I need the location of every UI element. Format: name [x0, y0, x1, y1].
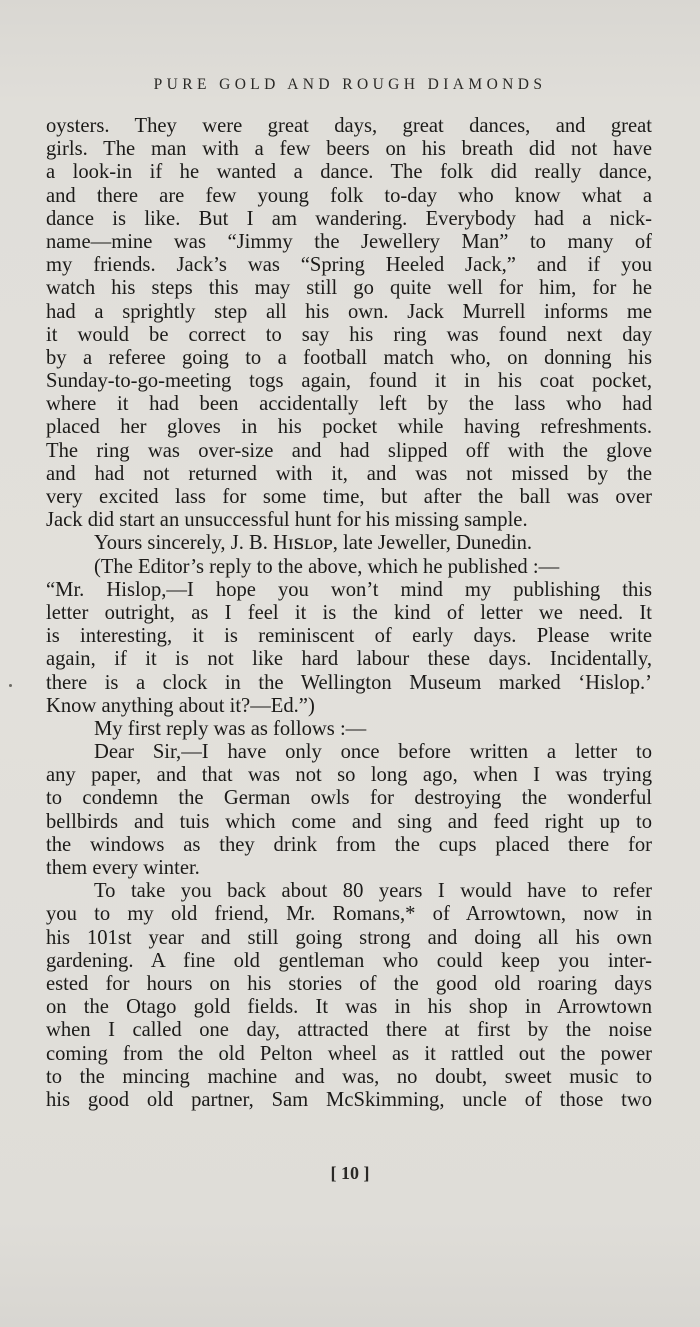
text-line: there is a clock in the Wellington Museum marked ‘Hislop.’ [46, 671, 652, 694]
text-line: My first reply was as follows :— [94, 717, 367, 740]
text-line: by a referee going to a football match who, on donning his [46, 346, 652, 369]
text-line: a look-in if he wanted a dance. The folk did really dance, [46, 161, 652, 184]
text-line: my friends. Jack’s was “Spring Heeled Jack,” and if you [46, 254, 652, 277]
text-line: them every winter. [46, 857, 200, 879]
page-number: [ 10 ] [330, 1163, 370, 1183]
text-line: it would be correct to say his ring was found next day [46, 323, 652, 346]
text-line: Sunday-to-go-meeting togs again, found it in his coat pocket, [46, 370, 652, 393]
text-line: watch his steps this may still go quite well for him, for he [46, 277, 652, 300]
text-line: name—mine was “Jimmy the Jewellery Man” to many of [46, 230, 652, 253]
text-line: bellbirds and tuis which come and sing and feed right up to [46, 810, 652, 833]
text-line: is interesting, it is reminiscent of early days. Please write [46, 625, 652, 648]
text-line: To take you back about 80 years I would have to refer [94, 880, 652, 903]
text-line: ested for hours on his stories of the good old roaring days [46, 972, 652, 995]
text-line: Know anything about it?—Ed.”) [46, 694, 315, 717]
text-line: gardening. A fine old gentleman who could keep you inter- [46, 949, 652, 972]
text-line: oysters. They were great days, great dances, and great [46, 115, 652, 137]
text-line: had a sprightly step all his own. Jack Murrell informs me [46, 300, 652, 323]
text-line: girls. The man with a few beers on his breath did not have [46, 138, 652, 161]
text-line: placed her gloves in his pocket while having refreshments. [46, 416, 652, 439]
text-line: dance is like. But I am wandering. Everybody had a nick- [46, 207, 652, 230]
text-line: you to my old friend, Mr. Romans,* of Arrowtown, now in [46, 903, 652, 926]
text-line: any paper, and that was not so long ago, when I was trying [46, 764, 652, 787]
text-line: Jack did start an unsuccessful hunt for his missing sample. [46, 509, 528, 532]
text-line: and there are few young folk to-day who know what a [46, 184, 652, 207]
text-line: where it had been accidentally left by the lass who had [46, 393, 652, 416]
text-line: coming from the old Pelton wheel as it rattled out the power [46, 1042, 652, 1065]
body-text [46, 115, 652, 1112]
text-line: Dear Sir,—I have only once before written a letter to [94, 741, 652, 764]
text-line: on the Otago gold fields. It was in his shop in Arrowtown [46, 996, 652, 1019]
page-speck [9, 684, 12, 687]
text-line: the windows as they drink from the cups placed there for [46, 833, 652, 856]
text-line: when I called one day, attracted there at first by the noise [46, 1019, 652, 1042]
text-line: again, if it is not like hard labour these days. Incidentally, [46, 648, 652, 671]
text-line: “Mr. Hislop,—I hope you won’t mind my publishing this [46, 578, 652, 601]
text-line: to condemn the German owls for destroying the wonderful [46, 787, 652, 810]
text-line: letter outright, as I feel it is the kind of letter we need. It [46, 601, 652, 624]
text-line: Yours sincerely, J. B. Hɪꜱʟᴏᴘ, late Jeweller, Dunedin. [94, 532, 533, 555]
text-line: The ring was over-size and had slipped off with the glove [46, 439, 652, 462]
text-line: and had not returned with it, and was not missed by the [46, 462, 652, 485]
running-head: PURE GOLD AND ROUGH DIAMONDS [153, 76, 547, 93]
text-line: his 101st year and still going strong and doing all his own [46, 926, 652, 949]
text-line: (The Editor’s reply to the above, which he published :— [94, 555, 560, 578]
text-line: his good old partner, Sam McSkimming, uncle of those two [46, 1088, 652, 1111]
text-line: very excited lass for some time, but after the ball was over [46, 486, 652, 508]
text-line: to the mincing machine and was, no doubt, sweet music to [46, 1065, 652, 1088]
